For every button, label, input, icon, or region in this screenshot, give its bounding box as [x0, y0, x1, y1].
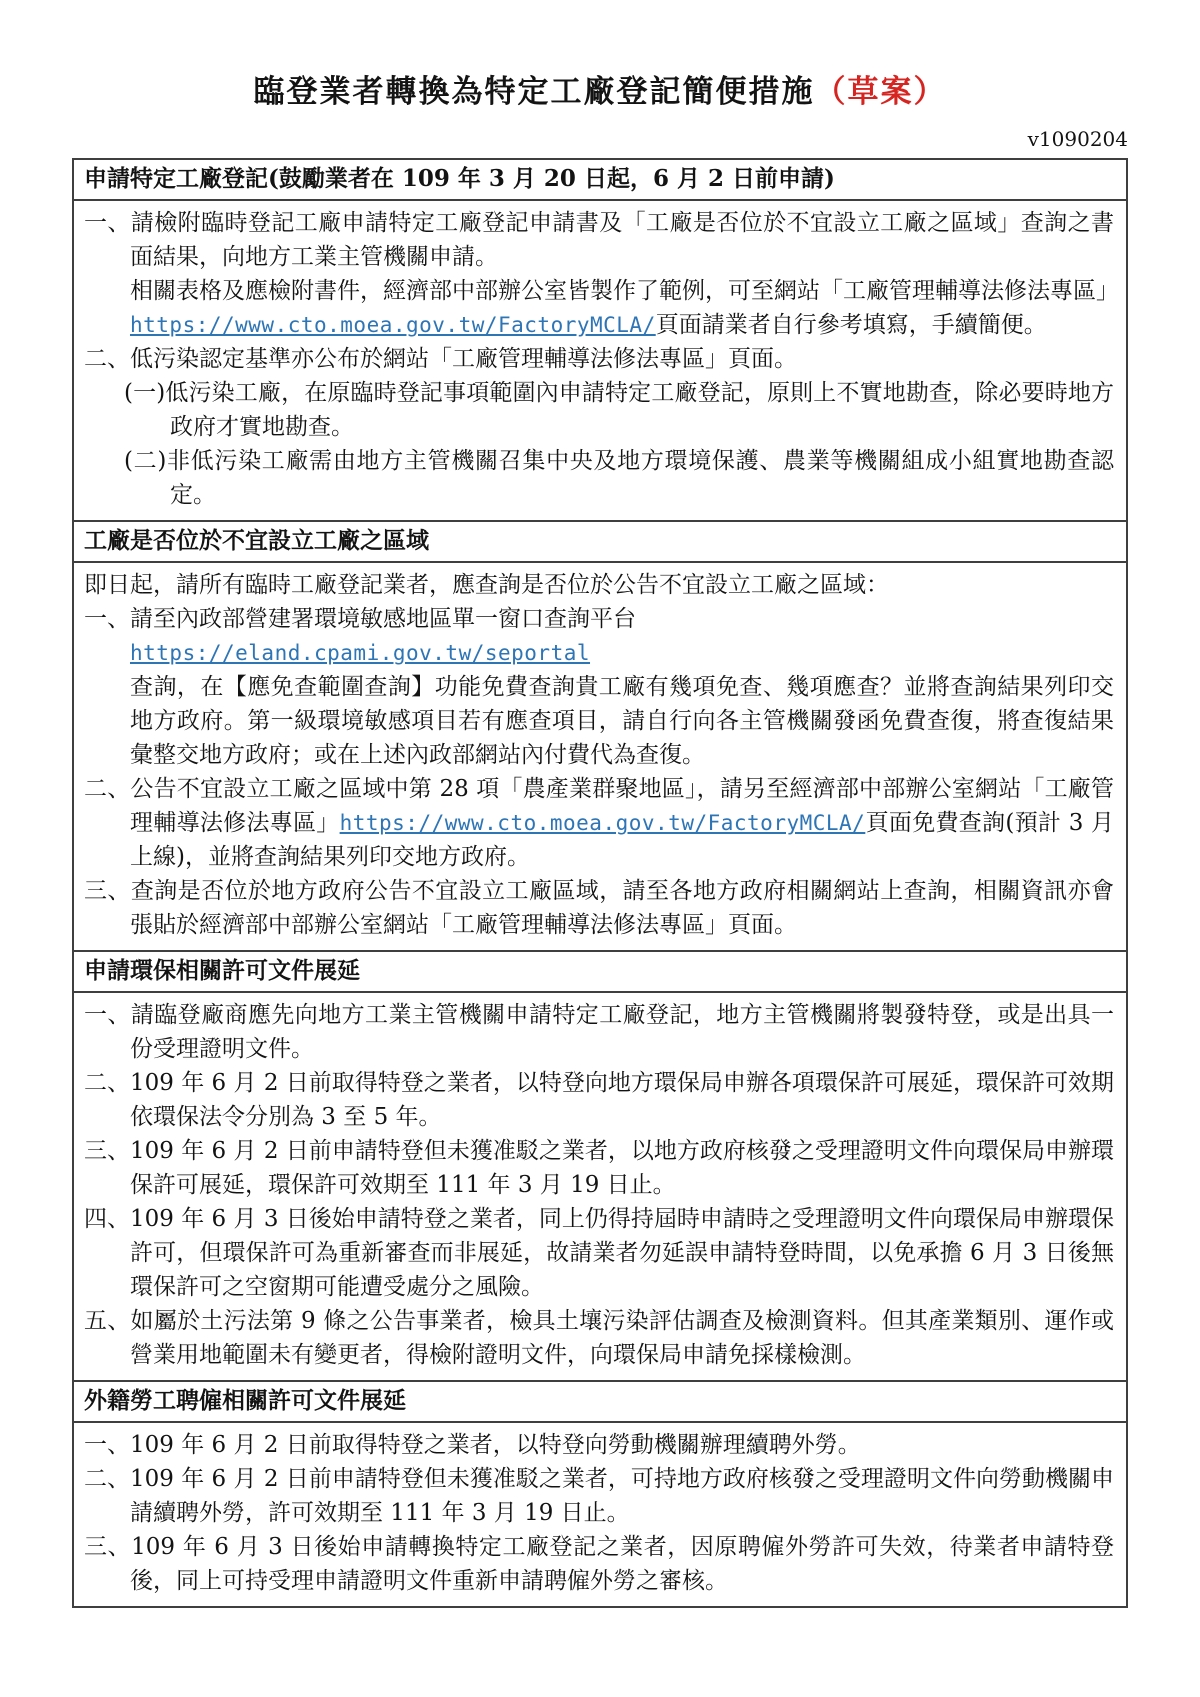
paragraph — [84, 1066, 1114, 1134]
text-run: 一、請檢附臨時登記工廠申請特定工廠登記申請書及「工廠是否位於不宜設立工廠之區域」查詢之書面結果，向地方工業主管機關申請。 — [84, 210, 1114, 270]
hyperlink[interactable]: https://www.cto.moea.gov.tw/FactoryMCLA/ — [130, 313, 656, 337]
text-run: 相關表格及應檢附書件，經濟部中部辦公室皆製作了範例，可至網站「工廠管理輔導法修法專區」 — [130, 278, 1119, 304]
hyperlink[interactable]: https://eland.cpami.gov.tw/seportal — [130, 641, 591, 665]
text-run: 二、109 年 6 月 2 日前取得特登之業者，以特登向地方環保局申辦各項環保許可展延，環保許可效期依環保法令分別為 3 至 5 年。 — [84, 1070, 1114, 1130]
text-run: 一、請臨登廠商應先向地方工業主管機關申請特定工廠登記，地方主管機關將製發特登，或是出具一份受理證明文件。 — [84, 1002, 1114, 1062]
paragraph — [84, 342, 1114, 376]
text-run: 頁面免費查詢(預計 3 月上線)，並將查詢結果列印交地方政府。 — [130, 810, 1115, 870]
paragraph — [84, 1428, 1114, 1462]
measures-table — [72, 158, 1128, 1608]
paragraph — [124, 376, 1114, 444]
section-header: 工廠是否位於不宜設立工廠之區域 — [74, 522, 1126, 563]
text-run: 三、查詢是否位於地方政府公告不宜設立工廠區域，請至各地方政府相關網站上查詢，相關資訊亦會張貼於經濟部中部辦公室網站「工廠管理輔導法修法專區」頁面。 — [84, 878, 1114, 938]
paragraph — [130, 636, 1114, 670]
text-run: (二)非低污染工廠需由地方主管機關召集中央及地方環境保護、農業等機關組成小組實地勘查認定。 — [124, 448, 1114, 508]
text-run: 一、109 年 6 月 2 日前取得特登之業者，以特登向勞動機關辦理續聘外勞。 — [84, 1432, 861, 1458]
hyperlink[interactable]: https://www.cto.moea.gov.tw/FactoryMCLA/ — [339, 811, 866, 835]
text-run: 頁面請業者自行參考填寫，手續簡便。 — [655, 312, 1047, 338]
section-header: 申請環保相關許可文件展延 — [74, 952, 1126, 993]
text-run: 三、109 年 6 月 2 日前申請特登但未獲准駁之業者，以地方政府核發之受理證明文件向環保局申辦環保許可展延，環保許可效期至 111 年 3 月 19 日止。 — [84, 1138, 1114, 1198]
section-body — [74, 1423, 1126, 1606]
paragraph — [84, 1530, 1114, 1598]
section-body — [74, 201, 1126, 522]
section-header: 申請特定工廠登記(鼓勵業者在 109 年 3 月 20 日起，6 月 2 日前申請) — [74, 160, 1126, 201]
page-title: 臨登業者轉換為特定工廠登記簡便措施 — [253, 74, 815, 110]
paragraph — [84, 602, 1114, 636]
text-run: 即日起，請所有臨時工廠登記業者，應查詢是否位於公告不宜設立工廠之區域： — [84, 572, 889, 598]
version-label: v1090204 — [1027, 127, 1128, 151]
text-run: (一)低污染工廠，在原臨時登記事項範圍內申請特定工廠登記，原則上不實地勘查，除必要時地方政府才實地勘查。 — [124, 380, 1114, 440]
paragraph — [84, 1202, 1114, 1304]
text-run: 三、109 年 6 月 3 日後始申請轉換特定工廠登記之業者，因原聘僱外勞許可失效，待業者申請特登後，同上可持受理申請證明文件重新申請聘僱外勞之審核。 — [84, 1534, 1114, 1594]
paragraph — [130, 274, 1119, 342]
page-title-row — [0, 0, 1200, 110]
text-run: 查詢，在【應免查範圍查詢】功能免費查詢貴工廠有幾項免查、幾項應查？並將查詢結果列印交地方政府。第一級環境敏感項目若有應查項目，請自行向各主管機關發函免費查復，將查復結果彙整交地方政府；或在上述內政部網站內付費代為查復。 — [130, 674, 1114, 768]
text-run: 二、低污染認定基準亦公布於網站「工廠管理輔導法修法專區」頁面。 — [84, 346, 797, 372]
paragraph — [84, 1134, 1114, 1202]
paragraph — [130, 670, 1114, 772]
paragraph — [84, 772, 1114, 874]
paragraph — [124, 444, 1114, 512]
paragraph — [84, 998, 1114, 1066]
text-run: 四、109 年 6 月 3 日後始申請特登之業者，同上仍得持屆時申請時之受理證明文件向環保局申辦環保許可，但環保許可為重新審查而非展延，故請業者勿延誤申請特登時間，以免承擔 6 月 3 日後無環保許可之空窗期可能遭受處分之風險。 — [84, 1206, 1114, 1300]
text-run: 二、109 年 6 月 2 日前申請特登但未獲准駁之業者，可持地方政府核發之受理證明文件向勞動機關申請續聘外勞，許可效期至 111 年 3 月 19 日止。 — [84, 1466, 1114, 1526]
section-header: 外籍勞工聘僱相關許可文件展延 — [74, 1382, 1126, 1423]
text-run: 一、請至內政部營建署環境敏感地區單一窗口查詢平台 — [84, 606, 636, 632]
paragraph — [84, 874, 1114, 942]
section-body — [74, 993, 1126, 1382]
paragraph — [84, 568, 1114, 602]
paragraph — [84, 1304, 1114, 1372]
text-run: 五、如屬於土污法第 9 條之公告事業者，檢具土壤污染評估調查及檢測資料。但其產業類別、運作或營業用地範圍未有變更者，得檢附證明文件，向環保局申請免採樣檢測。 — [84, 1308, 1114, 1368]
paragraph — [84, 206, 1114, 274]
paragraph — [84, 1462, 1114, 1530]
section-body — [74, 563, 1126, 952]
text-run: 二、公告不宜設立工廠之區域中第 28 項「農產業群聚地區」，請另至經濟部中部辦公室網站「工廠管理輔導法修法專區」 — [84, 776, 1114, 836]
page-title-draft: （草案） — [814, 74, 947, 110]
